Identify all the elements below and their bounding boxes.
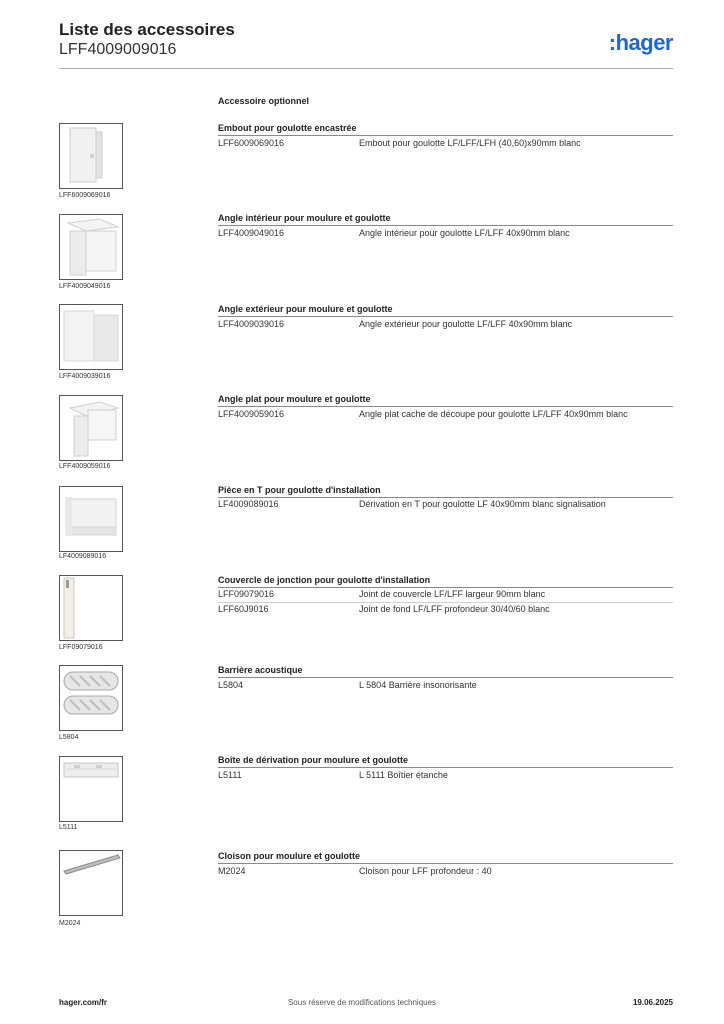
article-ref: LFF09079016 <box>218 589 275 599</box>
footer-disclaimer: Sous réserve de modifications techniques <box>287 998 437 1007</box>
item-title: Angle intérieur pour moulure et goulotte <box>218 213 673 226</box>
footer-date: 19.06.2025 <box>632 998 673 1007</box>
article-ref: LFF60J9016 <box>218 604 269 614</box>
section-heading: Accessoire optionnel <box>218 96 310 106</box>
logo-text: hager <box>615 30 673 55</box>
product-image-caption: LFF4009059016 <box>59 463 111 470</box>
page-subtitle: LFF4009009016 <box>59 41 177 58</box>
item-title: Pièce en T pour goulotte d'installation <box>218 485 673 498</box>
item-title: Embout pour goulotte encastrée <box>218 123 673 136</box>
article-ref: M2024 <box>218 866 246 876</box>
item-title: Barrière acoustique <box>218 665 673 678</box>
article-ref: L5804 <box>218 680 244 690</box>
footer-website: hager.com/fr <box>59 998 108 1007</box>
product-image-caption: L5111 <box>59 824 78 831</box>
product-image-caption: LFF6009069016 <box>59 192 111 199</box>
article-ref: LFF6009069016 <box>218 138 285 148</box>
article-description: Angle intérieur pour goulotte LF/LFF 40x90mm blanc <box>359 228 570 238</box>
table-row <box>218 499 673 512</box>
item-title: Cloison pour moulure et goulotte <box>218 851 673 864</box>
product-image <box>59 395 123 461</box>
article-ref: LFF4009039016 <box>218 319 285 329</box>
product-image-caption: LFF4009039016 <box>59 373 111 380</box>
product-image <box>59 575 123 641</box>
product-image-caption: LF4009089016 <box>59 553 107 560</box>
product-image <box>59 756 123 822</box>
product-image-caption: L5804 <box>59 734 79 741</box>
logo-prefix: : <box>608 30 616 55</box>
product-image <box>59 486 123 552</box>
hager-logo <box>609 30 673 56</box>
article-description: L 5804 Barrière insonorisante <box>359 680 477 690</box>
table-row <box>218 604 673 617</box>
product-image <box>59 214 123 280</box>
article-ref: LFF4009059016 <box>218 409 285 419</box>
article-ref: LF4009089016 <box>218 499 279 509</box>
product-image-caption: LFF09079016 <box>59 644 103 651</box>
article-description: L 5111 Boîtier étanche <box>359 770 448 780</box>
document-header <box>59 20 673 60</box>
table-row <box>218 228 673 241</box>
item-title: Couvercle de jonction pour goulotte d'installation <box>218 575 673 588</box>
table-row <box>218 680 673 693</box>
article-description: Joint de couvercle LF/LFF largeur 90mm blanc <box>359 589 546 599</box>
table-row <box>218 770 673 783</box>
table-row <box>218 319 673 332</box>
article-description: Angle plat cache de découpe pour goulotte LF/LFF 40x90mm blanc <box>359 409 628 419</box>
article-description: Embout pour goulotte LF/LFF/LFH (40,60)x90mm blanc <box>359 138 581 148</box>
item-title: Angle extérieur pour moulure et goulotte <box>218 304 673 317</box>
item-title: Angle plat pour moulure et goulotte <box>218 394 673 407</box>
article-ref: LFF4009049016 <box>218 228 285 238</box>
article-description: Dérivation en T pour goulotte LF 40x90mm blanc signalisation <box>359 499 606 509</box>
product-image <box>59 665 123 731</box>
page-title: Liste des accessoires <box>59 20 235 39</box>
table-row <box>218 866 673 879</box>
product-image-caption: LFF4009049016 <box>59 283 111 290</box>
article-description: Cloison pour LFF profondeur : 40 <box>359 866 492 876</box>
article-description: Angle extérieur pour goulotte LF/LFF 40x90mm blanc <box>359 319 573 329</box>
table-row <box>218 138 673 151</box>
article-ref: L5111 <box>218 770 242 780</box>
product-image-caption: M2024 <box>59 920 81 927</box>
product-image <box>59 850 123 916</box>
header-divider <box>59 68 673 69</box>
table-row <box>218 589 673 603</box>
product-image <box>59 304 123 370</box>
article-description: Joint de fond LF/LFF profondeur 30/40/60 blanc <box>359 604 550 614</box>
item-title: Boîte de dérivation pour moulure et goulotte <box>218 755 673 768</box>
table-row <box>218 409 673 422</box>
product-image <box>59 123 123 189</box>
